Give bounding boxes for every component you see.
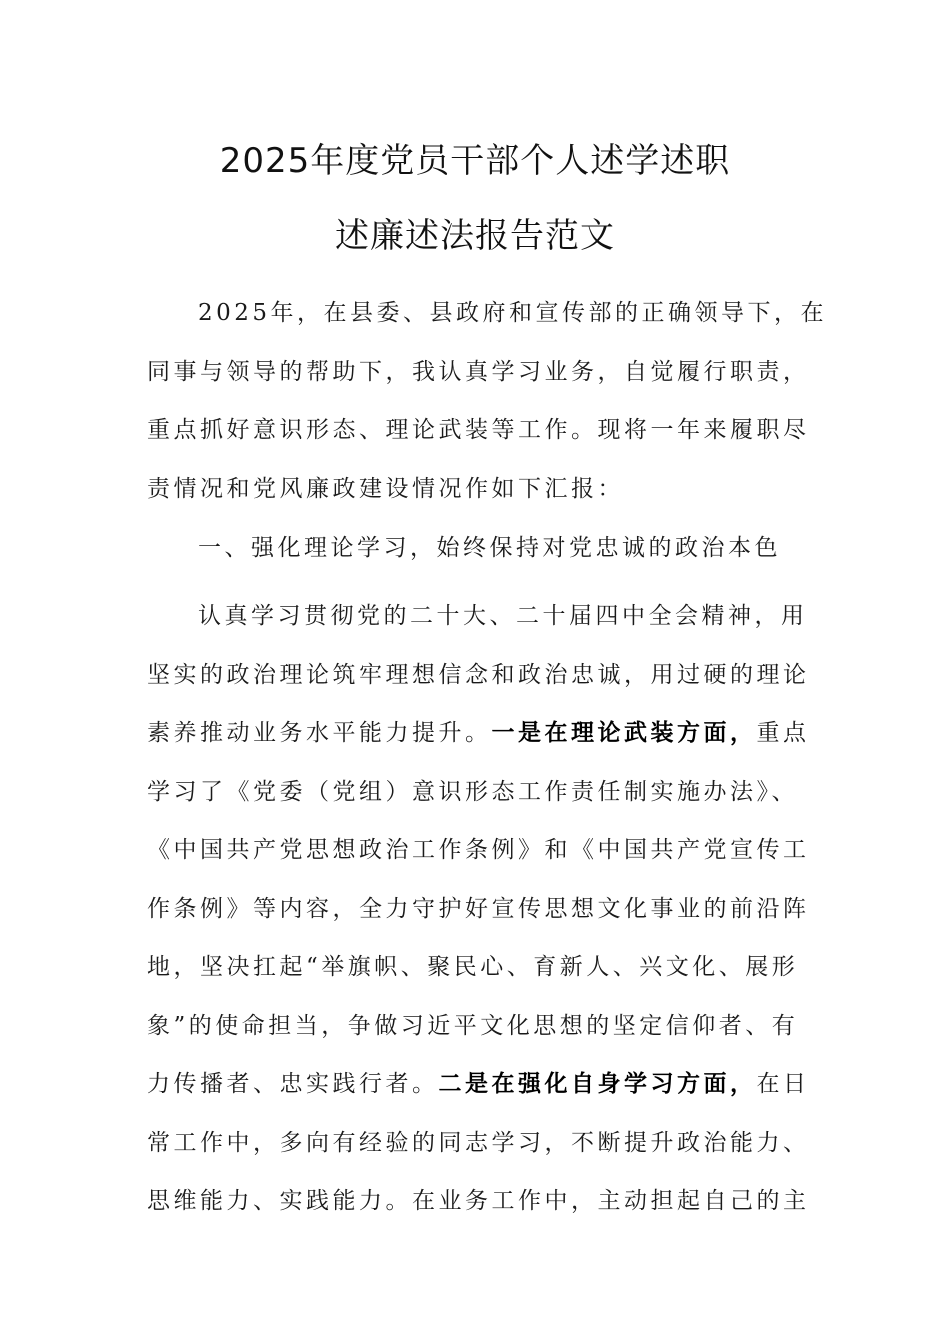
paragraph-line: 重点抓好意识形态、理论武装等工作。现将一年来履职尽 (147, 417, 810, 443)
paragraph-line: 作条例》等内容，全力守护好宣传思想文化事业的前沿阵 (147, 895, 810, 922)
paragraph-line: 2025年，在县委、县政府和宣传部的正确领导下，在 (198, 300, 828, 326)
section-heading-1 (147, 519, 797, 578)
paragraph-text: 重点 (756, 720, 810, 746)
paragraph-text: 在日 (756, 1071, 810, 1097)
paragraph-line (147, 1055, 810, 1114)
paragraph-text: 力传播者、忠实践行者。 (147, 1071, 439, 1097)
section-heading-text: 一、强化理论学习，始终保持对党忠诚的政治本色 (198, 535, 781, 561)
bold-emphasis: 二是在强化自身学习方面， (438, 1070, 757, 1097)
document-title-line-2: 述廉述法报告范文 (335, 216, 615, 256)
paragraph-line (147, 704, 810, 763)
paragraph-line: 常工作中，多向有经验的同志学习，不断提升政治能力、 (147, 1129, 810, 1156)
paragraph-line: 认真学习贯彻党的二十大、二十届四中全会精神，用 (198, 603, 808, 629)
bold-emphasis: 一是在理论武装方面， (491, 719, 757, 746)
paragraph-line: 思维能力、实践能力。在业务工作中，主动担起自己的主 (147, 1188, 810, 1214)
paragraph-line: 同事与领导的帮助下，我认真学习业务，自觉履行职责， (147, 358, 810, 385)
paragraph-line: 责情况和党风廉政建设情况作如下汇报： (147, 475, 624, 502)
paragraph-intro (147, 284, 828, 518)
paragraph-line: 学习了《党委（党组）意识形态工作责任制实施办法》、 (147, 778, 798, 805)
paragraph-line: 地，坚决扛起“举旗帜、聚民心、育新人、兴文化、展形 (147, 954, 799, 980)
paragraph-line: 《中国共产党思想政治工作条例》和《中国共产党宣传工 (147, 837, 810, 863)
document-title-line-1: 2025年度党员干部个人述学述职 (219, 141, 731, 181)
paragraph-line: 象”的使命担当，争做习近平文化思想的坚定信仰者、有 (147, 1012, 799, 1039)
paragraph-theory-study (147, 587, 810, 1231)
paragraph-line: 坚实的政治理论筑牢理想信念和政治忠诚，用过硬的理论 (147, 661, 810, 688)
paragraph-text: 素养推动业务水平能力提升。 (147, 720, 492, 746)
